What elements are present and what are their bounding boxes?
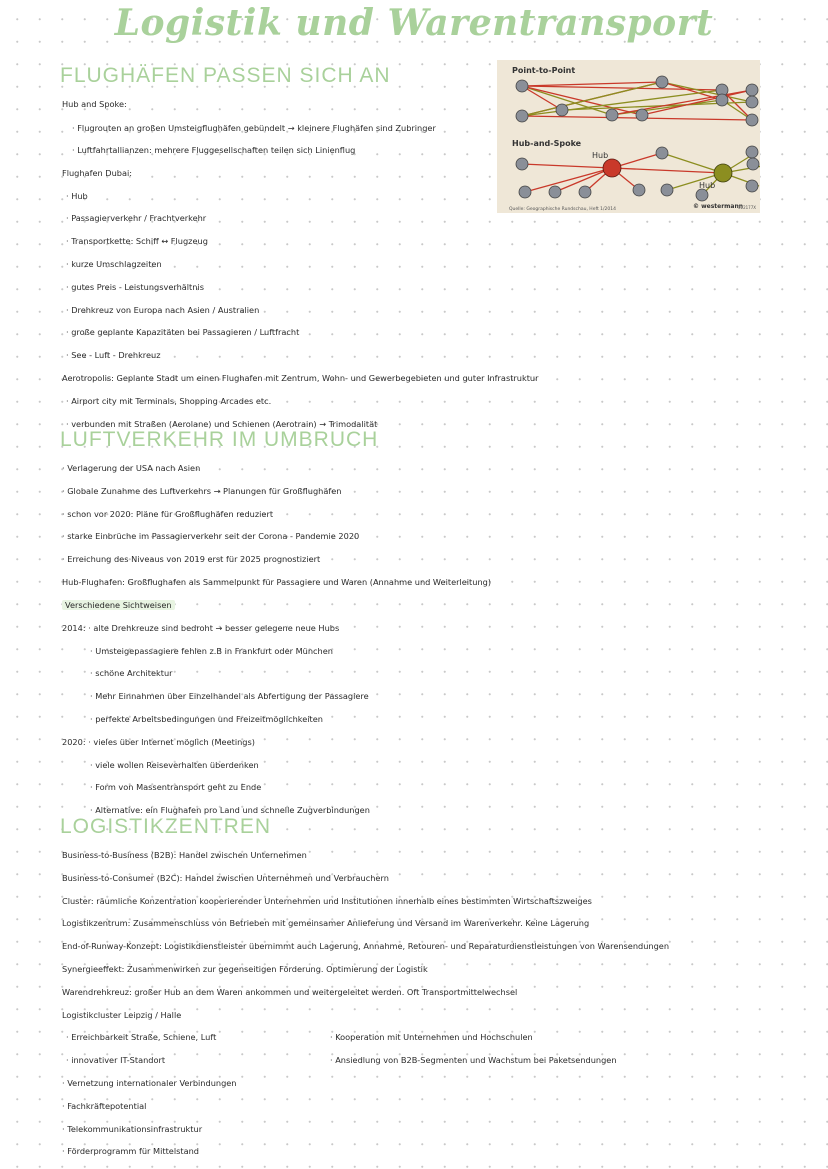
note-line: · innovativer IT-Standort [66,1055,166,1065]
note-line: · große geplante Kapazitäten bei Passagieren / Luftfracht [66,327,300,337]
note-line: · See - Luft - Drehkreuz [66,350,161,360]
note-line: · Kooperation mit Unternehmen und Hochschulen [330,1032,533,1042]
note-line: · Luftfahrtallianzen: mehrere Fluggesellschaften teilen sich Linienflug [72,145,356,155]
highlight: Verschiedene Sichtweisen [62,600,175,610]
note-line: · Umsteigepassagiere fehlen z.B in Frankfurt oder München [90,646,333,656]
note-line: · Passagierverkehr / Frachtverkehr [66,213,207,223]
note-line: · Erreichung des Niveaus von 2019 erst für 2025 prognostiziert [62,554,321,564]
note-line: Warendrehkreuz: großer Hub an dem Waren ankommen und weitergeleitet werden. Oft Transportmittelwechsel [62,987,518,997]
note-line: Logistikzentrum: Zusammenschluss von Betrieben mit gemeinsamer Anlieferung und Versand im Warenverkehr. Keine Lagerung [62,918,590,928]
note-line: · schon vor 2020: Pläne für Großflughäfen reduziert [62,509,274,519]
note-line: Hub and Spoke: [62,99,127,109]
hs-label: Hub-and-Spoke [512,139,582,148]
note-line: · Fachkräftepotential [62,1101,147,1111]
note-line: Business-to-Business (B2B): Handel zwischen Unternehmen [62,850,307,860]
network-diagram-svg [497,60,760,213]
note-line: · Mehr Einnahmen über Einzelhandel als Abfertigung der Passagiere [90,691,369,701]
note-line: · starke Einbrüche im Passagierverkehr seit der Corona - Pandemie 2020 [62,531,360,541]
note-line: · Alternative: ein Flughafen pro Land und schnelle Zugverbindungen [90,805,370,815]
note-line: · schöne Architektur [90,668,173,678]
note-line: · Ansiedlung von B2B-Segmenten und Wachstum bei Paketsendungen [330,1055,617,1065]
note-line: · viele wollen Reiseverhalten überdenken [90,760,259,770]
note-line: · Airport city mit Terminals, Shopping Arcades etc. [66,396,272,406]
note-line: · perfekte Arbeitsbedingungen und Freizeitmöglichkeiten [90,714,323,724]
hub-node-olive [714,164,732,182]
note-line: End-of-Runway-Konzept: Logistikdienstleister übernimmt auch Lagerung, Annahme, Retouren- und Reparaturdienstleistungen von Warensendungen [62,941,670,951]
section-title-logistikzentren: LOGISTIKZENTREN [60,815,272,838]
note-line: 2014: · alte Drehkreuze sind bedroht → besser gelegene neue Hubs [62,623,340,633]
note-line: Synergieeffekt: Zusammenwirken zur gegenseitigen Förderung. Optimierung der Logistik [62,964,428,974]
section-title-luftverkehr: LUFTVERKEHR IM UMBRUCH [60,428,379,451]
network-diagram [497,60,760,213]
note-line: · Drehkreuz von Europa nach Asien / Australien [66,305,260,315]
note-line [62,600,175,610]
note-line: · Telekommunikationsinfrastruktur [62,1124,203,1134]
page-title: Logistik und Warentransport [114,2,714,44]
note-line: · Erreichbarkeit Straße, Schiene, Luft [66,1032,217,1042]
note-line: Cluster: räumliche Konzentration kooperierender Unternehmen und Institutionen innerhalb eines bestimmten Wirtschaftszweiges [62,896,592,906]
note-line: Hub-Flughafen: Großflughafen als Sammelpunkt für Passagiere und Waren (Annahme und Weiterleitung) [62,577,492,587]
brand-label: © westermann [693,203,744,210]
source-caption: Quelle: Geographische Rundschau, Heft 1/2014 [509,207,616,212]
note-line: · verbunden mit Straßen (Aerolane) und Schienen (Aerotrain) → Trimodalität [66,419,378,429]
note-line: · kurze Umschlagzeiten [66,259,162,269]
note-line: · Vernetzung internationaler Verbindungen [62,1078,237,1088]
note-line: · gutes Preis - Leistungsverhältnis [66,282,204,292]
note-line: · Hub [66,191,88,201]
note-line: · Globale Zunahme des Luftverkehrs → Planungen für Großflughäfen [62,486,342,496]
note-line: Aerotropolis: Geplante Stadt um einen Flughafen mit Zentrum, Wohn- und Gewerbegebieten und guter Infrastruktur [62,373,539,383]
hub-label-1: Hub [592,151,609,160]
note-line: Business-to-Consumer (B2C): Handel zwischen Unternehmen und Verbrauchern [62,873,389,883]
note-line: · Form von Massentransport geht zu Ende [90,782,262,792]
note-line: · Förderprogramm für Mittelstand [62,1146,199,1156]
note-line: · Transportkette: Schiff ↔ Flugzeug [66,236,208,246]
note-line: Logistikcluster Leipzig / Halle [62,1010,182,1020]
code-label: 312177X [738,205,757,210]
note-line: · Flugrouten an großen Umsteigflughäfen gebündelt → kleinere Flughäfen sind Zubringer [72,123,436,133]
p2p-label: Point-to-Point [512,66,576,75]
note-line: Flughafen Dubai: [62,168,133,178]
note-line: 2020: · vieles über Internet möglich (Meetings) [62,737,255,747]
note-line: · Verlagerung der USA nach Asien [62,463,201,473]
section-title-flughaefen: FLUGHÄFEN PASSEN SICH AN [60,64,391,87]
hub-label-2: Hub [699,181,716,190]
hub-node-red [603,159,621,177]
